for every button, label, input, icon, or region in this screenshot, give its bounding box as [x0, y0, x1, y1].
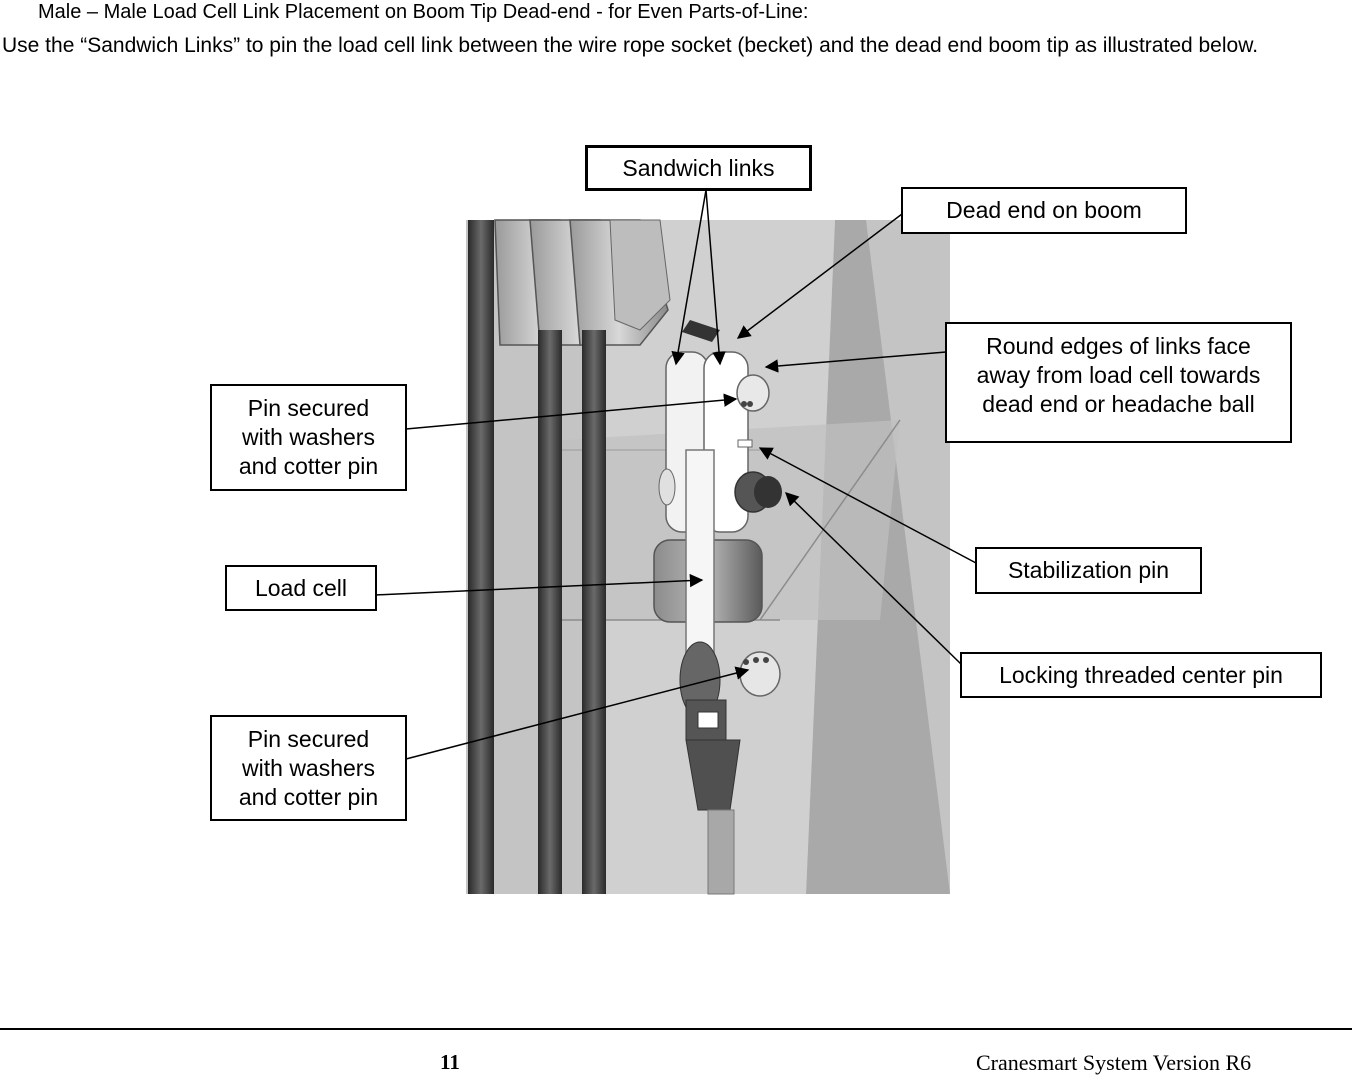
illustration-scene — [466, 220, 950, 894]
callout-pin-secured-bottom: Pin secured with washers and cotter pin — [210, 715, 407, 821]
callout-pin-secured-top: Pin secured with washers and cotter pin — [210, 384, 407, 491]
callout-locking-center-pin: Locking threaded center pin — [960, 652, 1322, 698]
callout-sandwich-links: Sandwich links — [585, 145, 812, 191]
callout-stabilization-pin: Stabilization pin — [975, 547, 1202, 594]
intro-paragraph: Use the “Sandwich Links” to pin the load cell link between the wire rope socket (becket) and the dead end boom tip as illustrated below. — [2, 34, 1259, 57]
page-number: 11 — [440, 1050, 460, 1074]
callout-dead-end-on-boom: Dead end on boom — [901, 187, 1187, 234]
section-heading: Male – Male Load Cell Link Placement on Boom Tip Dead-end - for Even Parts-of-Line: — [38, 1, 809, 23]
callout-round-edges: Round edges of links face away from load cell towards dead end or headache ball — [945, 322, 1292, 443]
footer-rule — [0, 1028, 1352, 1030]
sheave-stack — [495, 220, 670, 345]
document-version: Cranesmart System Version R6 — [976, 1050, 1252, 1075]
callout-load-cell: Load cell — [225, 565, 377, 611]
